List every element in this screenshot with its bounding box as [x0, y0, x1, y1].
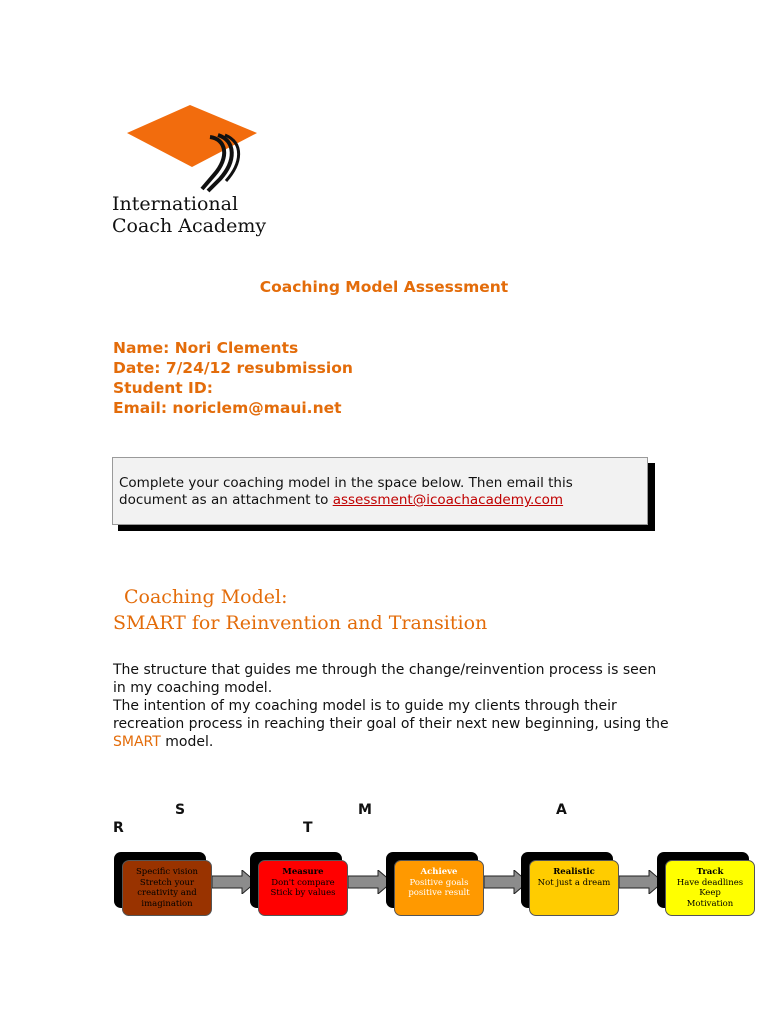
letter-a: A: [556, 802, 567, 818]
step-box: [665, 860, 755, 916]
smart-diagram: [0, 850, 768, 930]
paragraph-intention: The intention of my coaching model is to guide my clients through their recreation process in reaching their goal of their next new beginning, using the SMART model.: [113, 698, 669, 750]
academy-logo: [112, 105, 272, 240]
logo-text-line1: International: [112, 193, 239, 215]
step-line: Keep: [699, 888, 721, 898]
step-line: creativity and: [137, 888, 197, 898]
step-line: Specific vision: [135, 867, 199, 877]
step-box: [529, 860, 619, 916]
step-line: imagination: [141, 898, 193, 909]
step-title: Measure: [282, 867, 324, 877]
step-box: [394, 860, 484, 916]
step-title: Realistic: [553, 867, 595, 877]
student-id: Student ID:: [113, 379, 213, 397]
model-description: [113, 661, 673, 751]
step-line: Not just a dream: [537, 877, 611, 888]
logo-text-line2: Coach Academy: [112, 215, 267, 237]
step-box: [122, 860, 212, 916]
step-line: positive result: [408, 888, 470, 898]
letter-s: S: [175, 802, 186, 818]
step-box: [258, 860, 348, 916]
step-line: Motivation: [686, 898, 734, 909]
student-email: Email: noriclem@maui.net: [113, 399, 342, 417]
step-line: Stick by values: [270, 888, 336, 898]
model-subheading: SMART for Reinvention and Transition: [113, 612, 488, 634]
assessment-email-link[interactable]: assessment@icoachacademy.com: [332, 492, 564, 508]
letter-t: T: [303, 820, 313, 836]
graduation-cap-icon: [122, 105, 262, 195]
step-title: Track: [696, 867, 724, 877]
step-line: Stretch your: [139, 877, 195, 888]
student-name: Name: Nori Clements: [113, 339, 299, 357]
step-line: Positive goals: [409, 877, 469, 888]
smart-highlight: SMART: [113, 734, 161, 750]
letter-r: R: [113, 820, 124, 836]
paragraph-structure: The structure that guides me through the change/reinvention process is seen in my coaching model.: [113, 662, 657, 696]
instruction-box: [112, 457, 648, 525]
step-line: Don't compare: [271, 877, 335, 888]
document-title: Coaching Model Assessment: [259, 278, 509, 296]
step-title: Achieve: [420, 867, 458, 877]
step-line: Have deadlines: [676, 877, 744, 888]
model-heading: Coaching Model:: [124, 586, 288, 608]
letter-m: M: [358, 802, 372, 818]
submission-date: Date: 7/24/12 resubmission: [113, 359, 353, 377]
instruction-text: Complete your coaching model in the space below. Then email this document as an attachment to: [119, 475, 573, 508]
